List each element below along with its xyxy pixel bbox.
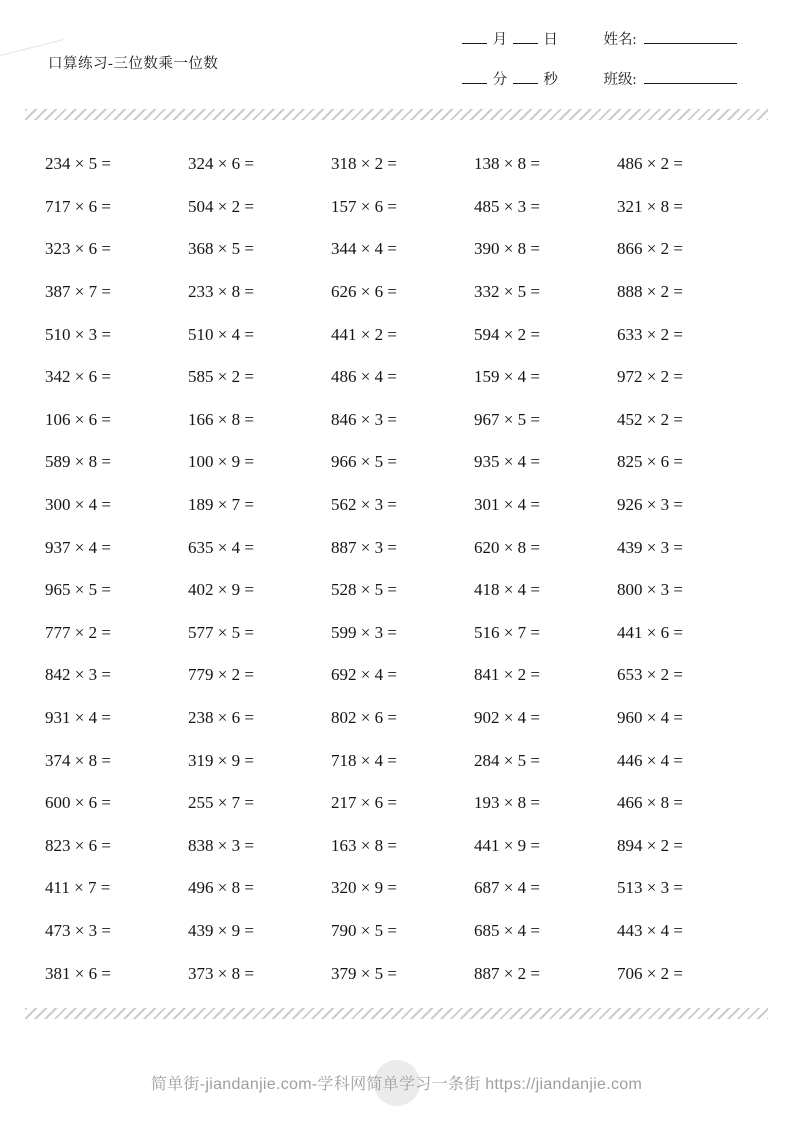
problem-cell: 402 × 9 = [188,580,254,600]
problem-cell: 887 × 3 = [331,537,397,557]
page-title: 口算练习-三位数乘一位数 [48,56,219,72]
problem-cell: 379 × 5 = [331,963,397,983]
problem-cell: 510 × 3 = [45,324,111,344]
problem-cell: 866 × 2 = [617,239,683,259]
problem-cell: 600 × 6 = [45,793,111,813]
footer-site-text: 简单街-jiandanjie.com-学科网简单学习一条街 https://jiandanjie.com [150,1076,643,1093]
problem-cell: 902 × 4 = [474,708,540,728]
problem-cell: 718 × 4 = [331,750,397,770]
problem-cell: 446 × 4 = [617,750,683,770]
problem-cell: 516 × 7 = [474,622,540,642]
problem-cell: 439 × 9 = [188,920,254,940]
problem-cell: 585 × 2 = [188,367,254,387]
time-line [462,68,737,92]
problem-cell: 466 × 8 = [617,793,683,813]
problem-cell: 255 × 7 = [188,793,254,813]
problem-cell: 842 × 3 = [45,665,111,685]
problem-cell: 692 × 4 = [331,665,397,685]
problem-cell: 189 × 7 = [188,495,254,515]
problem-cell: 777 × 2 = [45,622,111,642]
problem-cell: 284 × 5 = [474,750,540,770]
class-blank-field [644,68,737,84]
problem-cell: 626 × 6 = [331,282,397,302]
problem-cell: 441 × 9 = [474,835,540,855]
problem-cell: 452 × 2 = [617,409,683,429]
problem-cell: 717 × 6 = [45,196,111,216]
problem-cell: 687 × 4 = [474,878,540,898]
problem-cell: 233 × 8 = [188,282,254,302]
problem-cell: 486 × 4 = [331,367,397,387]
problem-cell: 825 × 6 = [617,452,683,472]
problem-cell: 846 × 3 = [331,409,397,429]
day-label: 日 [543,32,558,48]
second-label: 秒 [543,72,558,88]
problem-cell: 841 × 2 = [474,665,540,685]
name-blank-field [644,28,737,44]
problem-cell: 318 × 2 = [331,154,397,174]
problem-cell: 238 × 6 = [188,708,254,728]
problem-cell: 888 × 2 = [617,282,683,302]
problem-cell: 894 × 2 = [617,835,683,855]
bottom-hatched-divider [25,1008,768,1019]
problem-cell: 324 × 6 = [188,154,254,174]
problem-cell: 937 × 4 = [45,537,111,557]
date-line [462,28,737,52]
problem-cell: 528 × 5 = [331,580,397,600]
problem-cell: 577 × 5 = [188,622,254,642]
problem-cell: 321 × 8 = [617,196,683,216]
problem-cell: 217 × 6 = [331,793,397,813]
month-label: 月 [492,32,508,48]
problem-cell: 486 × 2 = [617,154,683,174]
problem-cell: 300 × 4 = [45,495,111,515]
problem-cell: 344 × 4 = [331,239,397,259]
problem-cell: 439 × 3 = [617,537,683,557]
problem-cell: 373 × 8 = [188,963,254,983]
problem-cell: 562 × 3 = [331,495,397,515]
problem-cell: 779 × 2 = [188,665,254,685]
second-blank-field [513,68,538,84]
problem-cell: 301 × 4 = [474,495,540,515]
problem-cell: 653 × 2 = [617,665,683,685]
header-fill-in-block [462,28,737,108]
problem-cell: 387 × 7 = [45,282,111,302]
problem-cell: 685 × 4 = [474,920,540,940]
problem-cell: 960 × 4 = [617,708,683,728]
name-label: 姓名: [603,32,637,48]
problem-cell: 594 × 2 = [474,324,540,344]
problem-cell: 972 × 2 = [617,367,683,387]
minute-blank-field [462,68,487,84]
problem-cell: 138 × 8 = [474,154,540,174]
problem-cell: 381 × 6 = [45,963,111,983]
day-blank-field [513,28,538,44]
name-group [604,32,738,48]
problem-cell: 589 × 8 = [45,452,111,472]
problem-cell: 418 × 4 = [474,580,540,600]
problem-cell: 332 × 5 = [474,282,540,302]
problem-cell: 599 × 3 = [331,622,397,642]
problem-cell: 411 × 7 = [45,878,111,898]
problem-cell: 342 × 6 = [45,367,111,387]
problem-cell: 931 × 4 = [45,708,111,728]
problem-cell: 513 × 3 = [617,878,683,898]
problem-cell: 443 × 4 = [617,920,683,940]
problem-cell: 157 × 6 = [331,196,397,216]
problem-cell: 441 × 6 = [617,622,683,642]
problem-cell: 935 × 4 = [474,452,540,472]
problem-cell: 496 × 8 = [188,878,254,898]
problem-cell: 967 × 5 = [474,409,540,429]
problem-cell: 485 × 3 = [474,196,540,216]
problem-cell: 319 × 9 = [188,750,254,770]
problem-cell: 374 × 8 = [45,750,111,770]
problem-cell: 620 × 8 = [474,537,540,557]
top-hatched-divider [25,109,768,120]
problem-cell: 965 × 5 = [45,580,111,600]
problem-cell: 887 × 2 = [474,963,540,983]
problem-cell: 159 × 4 = [474,367,540,387]
problem-cell: 100 × 9 = [188,452,254,472]
month-blank-field [462,28,487,44]
problem-cell: 800 × 3 = [617,580,683,600]
problem-cell: 926 × 3 = [617,495,683,515]
problem-cell: 802 × 6 = [331,708,397,728]
problem-cell: 234 × 5 = [45,154,111,174]
problem-cell: 838 × 3 = [188,835,254,855]
class-group [604,72,738,88]
problem-cell: 706 × 2 = [617,963,683,983]
problem-cell: 504 × 2 = [188,196,254,216]
problem-cell: 323 × 6 = [45,239,111,259]
problem-cell: 106 × 6 = [45,409,111,429]
problem-cell: 790 × 5 = [331,920,397,940]
problem-cell: 441 × 2 = [331,324,397,344]
problem-cell: 510 × 4 = [188,324,254,344]
problem-cell: 368 × 5 = [188,239,254,259]
problem-cell: 473 × 3 = [45,920,111,940]
problem-cell: 633 × 2 = [617,324,683,344]
problem-cell: 635 × 4 = [188,537,254,557]
problem-cell: 193 × 8 = [474,793,540,813]
problem-cell: 823 × 6 = [45,835,111,855]
problems-grid [45,143,760,995]
problem-cell: 163 × 8 = [331,835,397,855]
class-label: 班级: [603,72,637,88]
minute-label: 分 [492,72,508,88]
problem-cell: 320 × 9 = [331,878,397,898]
problem-cell: 166 × 8 = [188,409,254,429]
problem-cell: 966 × 5 = [331,452,397,472]
problem-cell: 390 × 8 = [474,239,540,259]
